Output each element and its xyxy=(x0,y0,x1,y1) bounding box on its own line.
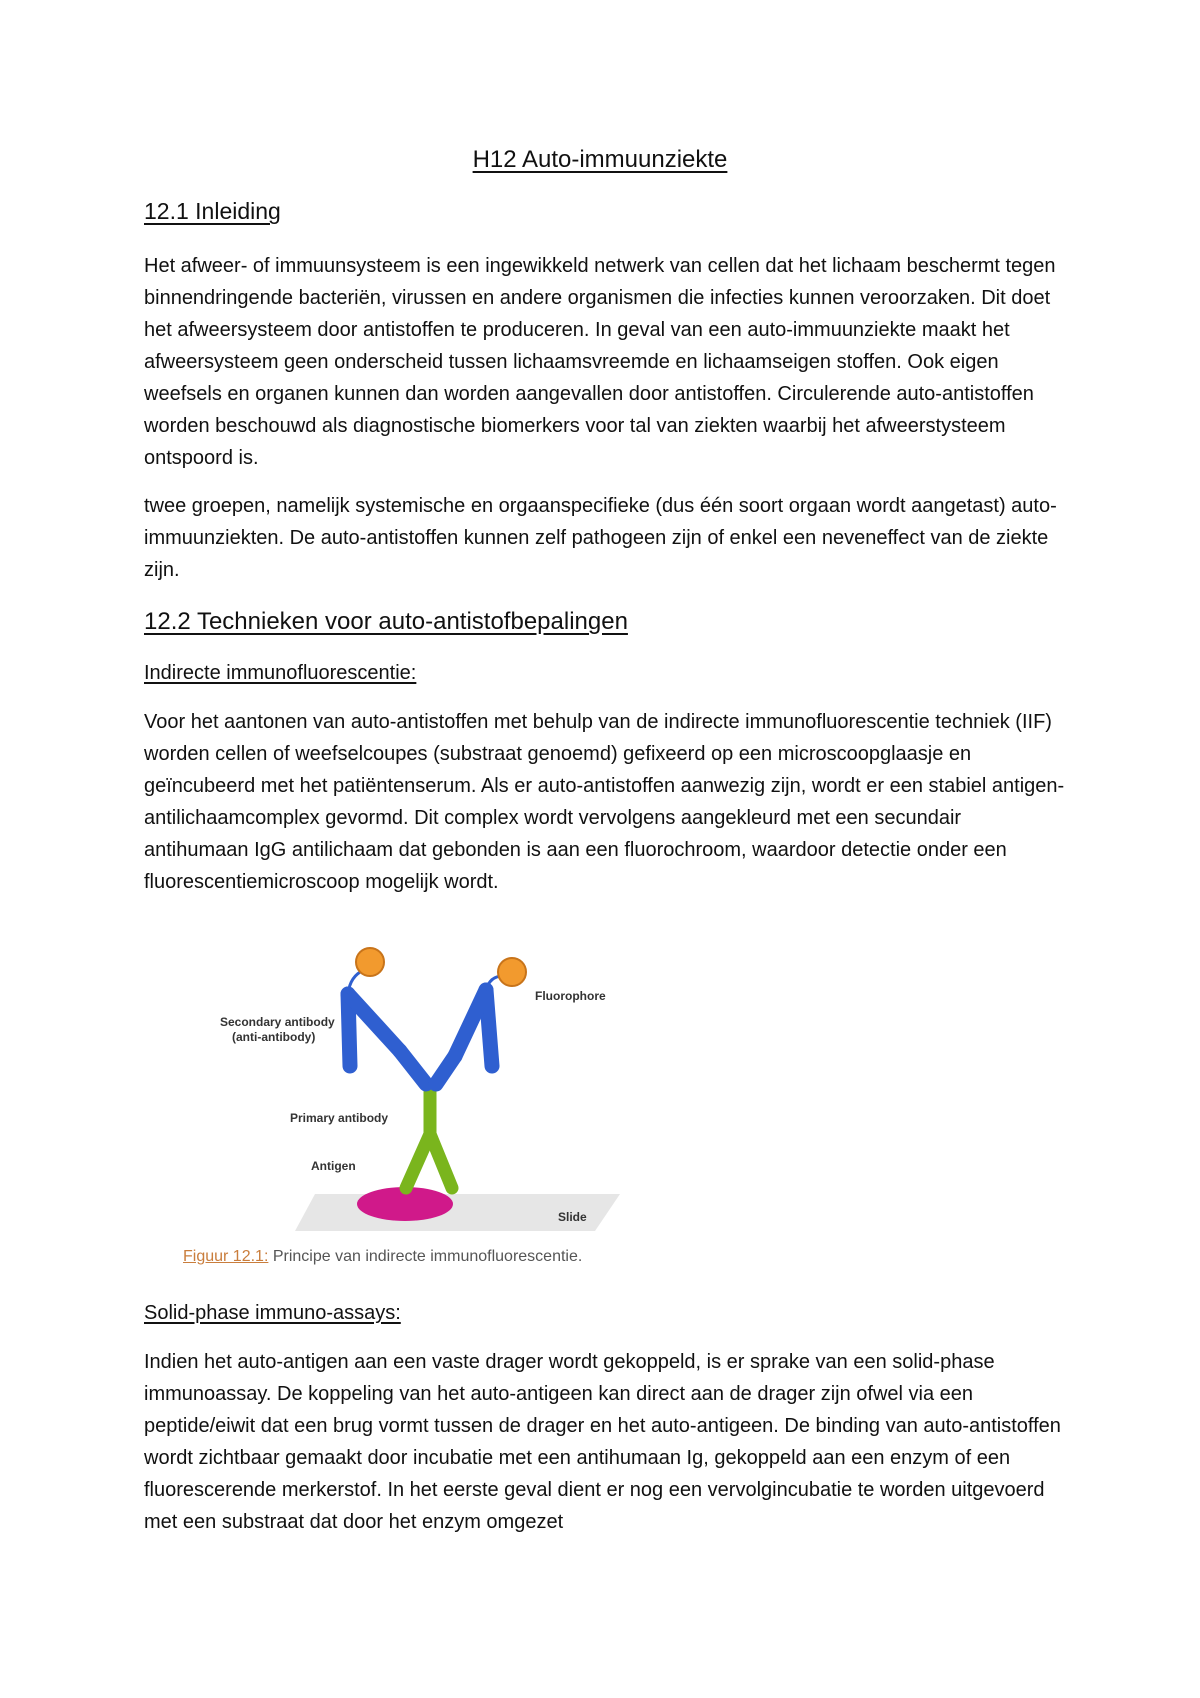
fluorophore-right-shape xyxy=(498,958,526,986)
iif-diagram-svg xyxy=(200,926,670,1236)
label-antigen: Antigen xyxy=(311,1159,356,1173)
paragraph-iif: Voor het aantonen van auto-antistoffen met behulp van de indirecte immunofluorescentie techniek (IIF) worden cellen of weefselcoupes (substraat genoemd) gefixeerd op een microscoopglaasje en geïncubeerd met het patiëntenserum. Als er auto-antistoffen aanwezig zijn, wordt er een stabiel antigen-antilichaamcomplex gevormd. Dit complex wordt vervolgens aangekleurd met een secundair antihumaan IgG antilichaam dat gebonden is aan een fluorochroom, waardoor detectie onder een fluorescentiemicroscoop mogelijk wordt. xyxy=(144,711,1065,893)
label-primary-antibody: Primary antibody xyxy=(290,1111,389,1125)
secondary-antibody-right-shape xyxy=(436,990,492,1084)
fluorophore-left-shape xyxy=(356,948,384,976)
label-fluorophore: Fluorophore xyxy=(535,989,606,1003)
subheading-iif: Indirecte immunofluorescentie: xyxy=(144,662,417,684)
paragraph-groups: twee groepen, namelijk systemische en orgaanspecifieke (dus één soort orgaan wordt aangetast) auto-immuunziekten. De auto-antistoffen kunnen zelf pathogeen zijn of enkel een neveneffect van de ziekte zijn. xyxy=(144,495,1057,581)
figure-iif-diagram xyxy=(200,926,670,1236)
page-title: H12 Auto-immuunziekte xyxy=(472,146,728,173)
paragraph-intro: Het afweer- of immuunsysteem is een ingewikkeld netwerk van cellen dat het lichaam beschermt tegen binnendringende bacteriën, virussen en andere organismen die infecties kunnen veroorzaken. Dit doet het afweersysteem door antistoffen te produceren. In geval van een auto-immuunziekte maakt het afweersysteem geen onderscheid tussen lichaamsvreemde en lichaamseigen stoffen. Ook eigen weefsels en organen kunnen dan worden aangevallen door antistoffen. Circulerende auto-antistoffen worden beschouwd als diagnostische biomerkers voor tal van ziekten waarbij het afweerstysteem ontspoord is. xyxy=(144,255,1056,469)
section-heading-inleiding: 12.1 Inleiding xyxy=(144,198,281,224)
figure-caption xyxy=(183,1248,582,1266)
section-heading-techniques: 12.2 Technieken voor auto-antistofbepalingen xyxy=(144,608,628,635)
label-slide: Slide xyxy=(558,1210,587,1224)
figure-caption-text: Principe van indirecte immunofluorescentie. xyxy=(268,1248,583,1265)
primary-antibody-shape xyxy=(406,1086,452,1188)
label-anti-antibody: (anti-antibody) xyxy=(232,1030,316,1044)
label-secondary-antibody: Secondary antibody xyxy=(220,1015,335,1029)
paragraph-solid-phase: Indien het auto-antigen aan een vaste drager wordt gekoppeld, is er sprake van een solid-phase immunoassay. De koppeling van het auto-antigeen kan direct aan de drager zijn ofwel via een peptide/eiwit dat een brug vormt tussen de drager en het auto-antigeen. De binding van auto-antistoffen wordt zichtbaar gemaakt door incubatie met een antihumaan Ig, gekoppeld aan een enzym of een fluorescerende merkerstof. In het eerste geval dient er nog een vervolgincubatie te worden uitgevoerd met een substraat dat door het enzym omgezet xyxy=(144,1351,1061,1533)
figure-caption-ref: Figuur 12.1: xyxy=(183,1248,269,1265)
subheading-solid-phase: Solid-phase immuno-assays: xyxy=(144,1302,401,1324)
secondary-antibody-left-shape xyxy=(348,994,426,1084)
